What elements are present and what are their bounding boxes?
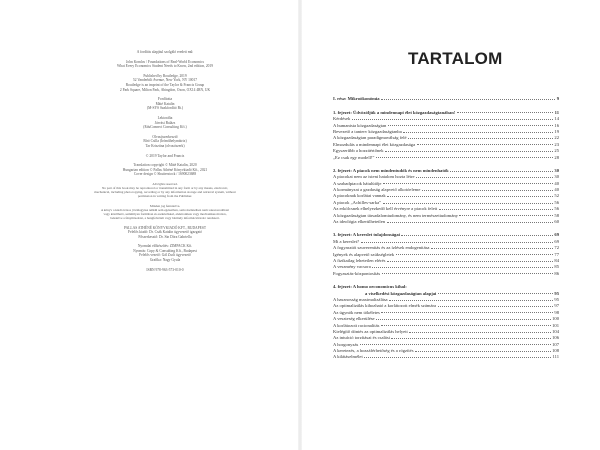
- toc-entry-text: Bevezető a tanterv közgazdaságtanba: [333, 128, 402, 134]
- imprint-line: (M-SYS Szakfordító Bt.): [146, 106, 184, 111]
- imprint-line: Járvási Balázs: [154, 120, 176, 125]
- toc-page-number: 28: [554, 154, 559, 160]
- toc-entry-text: Az intuíció torzításai és csalási: [333, 335, 390, 341]
- toc-dot-leader: [372, 267, 553, 268]
- toc-entry-text: Kérdések: [333, 116, 351, 122]
- toc-entry-text: Az ügynök nem tökéletes: [333, 309, 380, 315]
- toc-entry-text: Az optimalizálás kihozható a korlátozott elmék számára: [333, 303, 437, 309]
- toc-page-number: 60: [554, 219, 559, 225]
- toc-page-number: 22: [554, 135, 559, 141]
- imprint-line: Published by Routledge, 2019: [143, 73, 187, 78]
- toc-entry-text: Igények és alapvető szükségletek: [333, 251, 395, 257]
- toc-page-number: 40: [554, 187, 559, 193]
- imprint-line: 2 Park Square, Milton Park, Abingdon, Oxon, OX14 4RN, UK: [119, 87, 211, 92]
- toc-page-number: 97: [554, 303, 559, 309]
- imprint-line: Felelős vezető: Gál Zsolt ügyvezető: [139, 253, 191, 258]
- toc-page-number: 85: [554, 264, 559, 270]
- toc-dot-leader: [376, 319, 551, 320]
- toc-entry-text: Mi a kereslet?: [333, 238, 360, 244]
- toc-entry-text: A veszmény vacsora: [333, 264, 371, 270]
- imprint-block: [60, 50, 270, 55]
- imprint-line: Felelős kiadó: Dr. Csák Katalin ügyvezető igazgató: [128, 230, 202, 235]
- imprint-block: [60, 226, 270, 240]
- toc-entry-text: 3. fejezet: A kereslet tulajdonságai: [333, 232, 400, 238]
- toc-entry-text: Fogyasztás-központosítás: [333, 270, 381, 276]
- imprint-block: [60, 268, 270, 273]
- toc-page-number: 98: [554, 309, 559, 315]
- imprint-block: [60, 182, 270, 199]
- imprint-line: permission in writing from the Publisher.: [137, 194, 193, 199]
- toc-dot-leader: [376, 157, 553, 158]
- imprint-block: [60, 60, 270, 69]
- toc-dot-leader: [352, 119, 553, 120]
- imprint-line: A fordítás alapjául szolgáló eredeti mű:: [136, 50, 194, 54]
- toc-page-number: 72: [554, 245, 559, 251]
- toc-entry-text: A korlátozott racionalitás: [333, 322, 380, 328]
- imprint-block: [60, 97, 270, 111]
- toc-entry-text: Az ideológia elkerülhetetlen: [333, 219, 386, 225]
- toc-dot-leader: [438, 306, 553, 307]
- imprint-line: PALLAS ATHÉNÉ KÖNYVKIADÓ KFT., BUDAPEST: [123, 225, 207, 230]
- imprint-line: Hungarian edition © Pallas Athéné Könyvkiadó Kft., 2021: [122, 167, 208, 172]
- imprint-line: © 2019 Taylor and Francis: [145, 153, 185, 158]
- imprint-block: [60, 204, 270, 221]
- imprint-block: [60, 154, 270, 159]
- toc-entry-text: A közgazdaságtan paradigmaválság felé: [333, 135, 407, 141]
- imprint-line: Bíró Csilla (Íróműhelymátrix): [143, 139, 187, 144]
- imprint-line: What Every Economics Student Needs to Know, 2nd edition, 2019: [116, 64, 214, 69]
- toc-entry-text: A fogyasztói szuverenitás és az ízlések endogenitása: [333, 245, 430, 251]
- toc-entry-text: a viselkedési közgazdaságtan alapjai: [365, 290, 437, 296]
- imprint-line: mechanical, including photocopying, recording or by any information storage and retrieval system, without: [94, 190, 236, 195]
- toc-page-number: 14: [554, 116, 559, 122]
- toc-entry-text: A piacoknak korlátai vannak: [333, 193, 386, 199]
- toc-dot-leader: [387, 196, 553, 197]
- toc-entry-text: 2. fejezet: A piacok nem mindentudók és nem mindenhatók: [333, 167, 449, 173]
- book-gutter: [298, 0, 302, 450]
- imprint-line: Grafika: Nagy Gyula: [149, 258, 181, 263]
- section-gap: [333, 224, 559, 231]
- toc-page-number: 84: [554, 257, 559, 263]
- toc-page-number: 101: [552, 322, 559, 328]
- toc-page-number: 86: [554, 270, 559, 276]
- imprint-line: Lektorálta: [157, 115, 173, 120]
- toc-page-number: 30: [554, 174, 559, 180]
- imprint-line: Translation copyright © Máté Katalin, 2020: [133, 163, 197, 168]
- toc-entry-text: A humanista közgazdaságtan: [333, 122, 387, 128]
- toc-dot-leader: [403, 132, 553, 133]
- toc-page-number: 111: [552, 354, 559, 360]
- toc-dot-leader: [438, 293, 553, 294]
- toc-dot-leader: [422, 190, 553, 191]
- toc-page-number: 95: [554, 296, 559, 302]
- imprint-line: All rights reserved.: [152, 181, 178, 186]
- toc-page-number: 69: [554, 232, 559, 238]
- toc-page-number: 23: [554, 141, 559, 147]
- toc-page-number: 107: [552, 341, 559, 347]
- toc-page-number: 30: [554, 167, 559, 173]
- toc-dot-leader: [388, 125, 553, 126]
- toc-page-number: 19: [554, 128, 559, 134]
- toc-dot-leader: [391, 338, 550, 339]
- toc-entry-text: A kormányzat a gazdaság alapvető alkotóeleme: [333, 187, 421, 193]
- toc-dot-leader: [457, 112, 553, 113]
- toc-dot-leader: [416, 177, 553, 178]
- section-gap: [333, 276, 559, 283]
- toc-entry-text: A piacokat nem az isteni hatalom hozta létre: [333, 174, 415, 180]
- toc-page-number: 9: [556, 96, 559, 102]
- imprint-block: [60, 135, 270, 149]
- toc-page-number: 56: [554, 199, 559, 205]
- toc-dot-leader: [387, 261, 553, 262]
- toc-dot-leader: [387, 222, 553, 223]
- toc-entry-text: A horgonyzás: [333, 341, 359, 347]
- toc-dot-leader: [417, 144, 553, 145]
- toc-entry-text: „Ez csak egy modell!”: [333, 154, 375, 160]
- toc-page-number: 100: [552, 316, 559, 322]
- imprint-line: Főszerkesztő: Dr. Sin Dóra Gabriella: [138, 234, 192, 239]
- toc-entry-text: Kielégítő döntés az optimalizálás helyett: [333, 328, 408, 334]
- section-gap: [333, 160, 559, 167]
- imprint-line: John Komlos / Foundations of Real-World Economics: [126, 59, 204, 64]
- toc-page-number: 25: [554, 148, 559, 154]
- imprint-line: (EduConnect Consulting Kft.): [143, 125, 187, 130]
- toc-entry-text: A piacok „Achilles-sarka”: [333, 199, 382, 205]
- toc-entry-text: A veszteség elkerülése: [333, 316, 375, 322]
- imprint-line: beleértve a fénymásolást, a hangfelvételt vagy bármely információtároló rendszert.: [110, 216, 220, 221]
- imprint-block: [60, 74, 270, 92]
- toc-dot-leader: [361, 242, 553, 243]
- toc-entry-text: A közgazdaságtan társadalomtudomány, és nem természettudomány: [333, 212, 458, 218]
- toc-entry-text: A hasznosság maximalizálása: [333, 296, 388, 302]
- toc-dot-leader: [382, 273, 553, 274]
- table-of-contents: [333, 95, 559, 359]
- toc-page-number: 108: [552, 348, 559, 354]
- contents-title: TARTALOM: [408, 49, 503, 68]
- imprint-line: Cover design © Shutterstock / 1690023688: [133, 172, 197, 177]
- toc-page-number: 11: [554, 109, 559, 115]
- toc-page-number: 52: [554, 193, 559, 199]
- toc-dot-leader: [450, 171, 553, 172]
- imprint-line: Fordította: [157, 97, 173, 102]
- imprint-line: No part of this book may be reproduced or transmitted in any form or by any means, electronic,: [101, 186, 229, 191]
- section-gap: [333, 101, 559, 108]
- toc-page-number: 69: [554, 238, 559, 244]
- imprint-block: [60, 163, 270, 177]
- toc-dot-leader: [459, 215, 552, 216]
- toc-page-number: 58: [554, 212, 559, 218]
- toc-page-number: 106: [552, 335, 559, 341]
- toc-dot-leader: [409, 332, 550, 333]
- toc-entry-text: A fizikailag lehetetlen elérés: [333, 257, 386, 263]
- imprint-block: [60, 116, 270, 130]
- toc-entry-text: Egyszerűbb a hozzáértőnek: [333, 148, 384, 154]
- toc-page-number: 16: [554, 122, 559, 128]
- toc-entry-text: A keretezés, a hozzáférhetőség és a rögzítés: [333, 348, 414, 354]
- imprint-line: Nyomdai előkészítés: ZIMPACK Kft.: [137, 244, 193, 249]
- toc-entry-row: [333, 353, 559, 359]
- toc-dot-leader: [381, 325, 551, 326]
- toc-dot-leader: [396, 254, 553, 255]
- imprint-line: ISBN 978-963-573-010-0: [146, 267, 184, 272]
- toc-dot-leader: [408, 138, 553, 139]
- toc-entry-text: A szabadpiacok hátulütője: [333, 180, 382, 186]
- toc-dot-leader: [364, 357, 551, 358]
- imprint-line: 52 Vanderbilt Avenue, New York, NY 10017: [132, 78, 198, 83]
- imprint-line: Minden jog fenntartva.: [149, 203, 181, 208]
- toc-dot-leader: [415, 351, 551, 352]
- imprint-page: [60, 50, 270, 277]
- imprint-line: A könyv a kiadó írásos jóváhagyása nélkül sem egészében, sem részleteiben nem sokszorosítható: [100, 207, 230, 212]
- imprint-block: [60, 244, 270, 262]
- imprint-line: Olvasószerkesztő: [152, 134, 178, 139]
- toc-dot-leader: [439, 209, 553, 210]
- imprint-line: vagy közölhető, semmilyen formában és eszközökkel, elektronikus vagy mechanikus módon,: [103, 212, 227, 217]
- toc-dot-leader: [431, 248, 553, 249]
- toc-entry-text: 1. fejezet: Üdvözöljük a mindennapi élet közgazdaságtanában!: [333, 109, 456, 115]
- toc-dot-leader: [385, 151, 553, 152]
- toc-dot-leader: [383, 183, 553, 184]
- toc-dot-leader: [401, 235, 553, 236]
- imprint-line: Máté Katalin: [155, 101, 175, 106]
- toc-dot-leader: [389, 300, 553, 301]
- toc-dot-leader: [383, 203, 553, 204]
- toc-entry-text: 4. fejezet: A homo oeconomicus kihal:: [333, 284, 407, 290]
- imprint-line: Tar Krisztina (olvasószerk): [145, 143, 185, 148]
- imprint-line: Nyomás: Copy & Consulting Kft., Budapest: [133, 248, 197, 253]
- toc-entry-text: I. rész: Mikroökonómia: [333, 96, 380, 102]
- toc-page-number: 56: [554, 206, 559, 212]
- toc-page-number: 104: [552, 328, 559, 334]
- toc-page-number: 77: [554, 251, 559, 257]
- toc-dot-leader: [381, 312, 553, 313]
- toc-entry-text: A kilátáselmélet: [333, 354, 363, 360]
- toc-entry-text: Elmozdulás a mindennapi élet közgazdasága: [333, 141, 416, 147]
- toc-dot-leader: [360, 344, 551, 345]
- toc-page-number: 95: [554, 290, 559, 296]
- toc-dot-leader: [381, 99, 555, 100]
- toc-page-number: 40: [554, 180, 559, 186]
- toc-entry-text: Az erkölcsnek elhelyezkedő kell érvényre a piacok felett: [333, 206, 438, 212]
- imprint-line: Routledge is an imprint of the Taylor & Francis Group: [125, 82, 205, 87]
